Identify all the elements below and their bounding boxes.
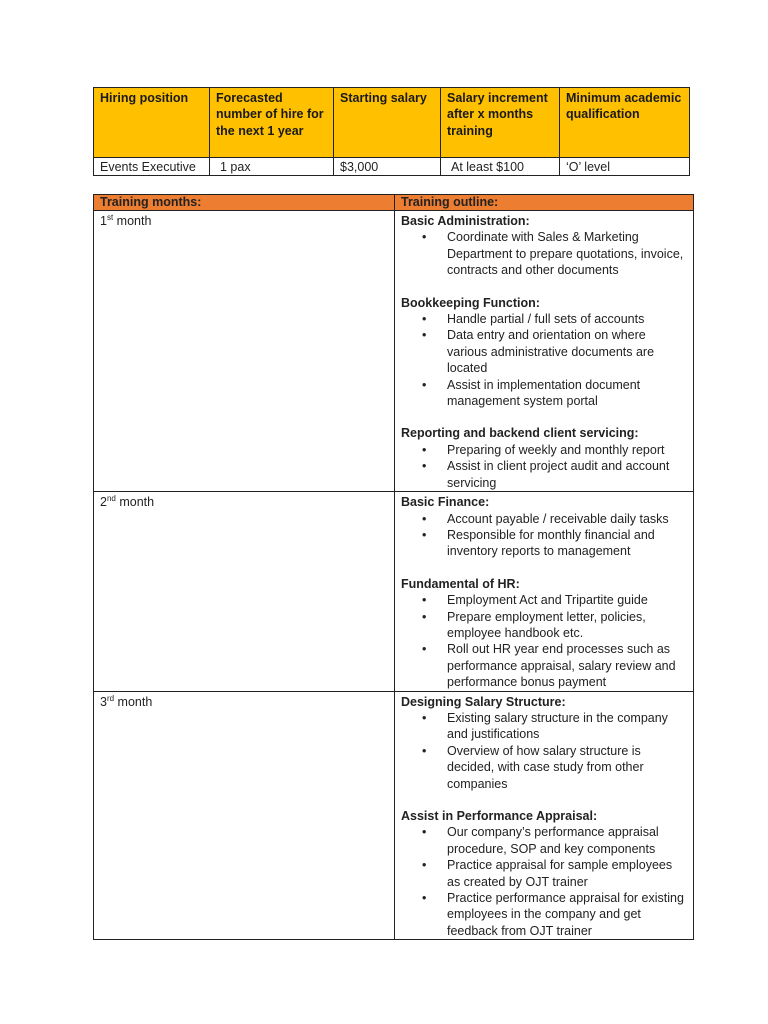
list-item: • Employment Act and Tripartite guide — [447, 592, 687, 608]
table-row — [94, 158, 690, 176]
cell-hires: 1 pax — [210, 158, 334, 176]
bullet-list — [401, 592, 687, 690]
cell-position: Events Executive — [94, 158, 210, 176]
bullet-list — [401, 511, 687, 560]
bullet-list — [401, 229, 687, 278]
table-row — [94, 211, 694, 492]
table-row — [94, 691, 694, 940]
header-forecasted-hires: Forecasted number of hire for the next 1 year — [210, 88, 334, 158]
section-title: Assist in Performance Appraisal: — [401, 809, 598, 823]
training-outline-cell — [395, 492, 694, 691]
training-table-header — [94, 195, 694, 211]
header-salary-increment: Salary increment after x months training — [441, 88, 560, 158]
list-item: • Practice performance appraisal for existing employees in the company and get feedback from OJT trainer — [447, 890, 687, 939]
hiring-table — [93, 87, 690, 176]
cell-qualification: ‘O’ level — [560, 158, 690, 176]
header-training-outline: Training outline: — [395, 195, 694, 211]
list-item: • Responsible for monthly financial and inventory reports to management — [447, 527, 687, 560]
list-item: • Data entry and orientation on where various administrative documents are located — [447, 327, 687, 376]
list-item: • Coordinate with Sales & Marketing Department to prepare quotations, invoice, contracts and other documents — [447, 229, 687, 278]
month-label: 2nd month — [94, 492, 395, 691]
section-title: Bookkeeping Function: — [401, 295, 540, 310]
header-min-qualification: Minimum academic qualification — [560, 88, 690, 158]
list-item: • Overview of how salary structure is decided, with case study from other companies — [447, 743, 687, 792]
section-title: Reporting and backend client servicing: — [401, 426, 639, 441]
list-item: • Account payable / receivable daily tasks — [447, 511, 687, 527]
month-label: 1st month — [94, 211, 395, 492]
section-title: Designing Salary Structure: — [401, 694, 566, 709]
bullet-list — [401, 710, 687, 792]
section-title: Basic Administration: — [401, 214, 530, 228]
bullet-list — [401, 311, 687, 409]
cell-increment: At least $100 — [441, 158, 560, 176]
section-title: Basic Finance: — [401, 495, 490, 510]
header-training-months: Training months: — [94, 195, 395, 211]
training-outline-cell — [395, 691, 694, 940]
section-title: Fundamental of HR: — [401, 576, 520, 591]
list-item: • Prepare employment letter, policies, employee handbook etc. — [447, 609, 687, 642]
hiring-table-header — [94, 88, 690, 158]
month-label: 3rd month — [94, 691, 395, 940]
header-starting-salary: Starting salary — [334, 88, 441, 158]
list-item: • Handle partial / full sets of accounts — [447, 311, 687, 327]
list-item: • Our company’s performance appraisal procedure, SOP and key components — [447, 824, 687, 857]
list-item: • Assist in client project audit and account servicing — [447, 458, 687, 491]
list-item: • Practice appraisal for sample employees as created by OJT trainer — [447, 857, 687, 890]
training-table — [93, 194, 694, 940]
list-item: • Existing salary structure in the company and justifications — [447, 710, 687, 743]
cell-salary: $3,000 — [334, 158, 441, 176]
list-item: • Assist in implementation document management system portal — [447, 377, 687, 410]
list-item: • Roll out HR year end processes such as performance appraisal, salary review and performance bonus payment — [447, 641, 687, 690]
training-outline-cell — [395, 211, 694, 492]
header-hiring-position: Hiring position — [94, 88, 210, 158]
table-row — [94, 492, 694, 691]
bullet-list — [401, 442, 687, 491]
list-item: • Preparing of weekly and monthly report — [447, 442, 687, 458]
bullet-list — [401, 824, 687, 939]
